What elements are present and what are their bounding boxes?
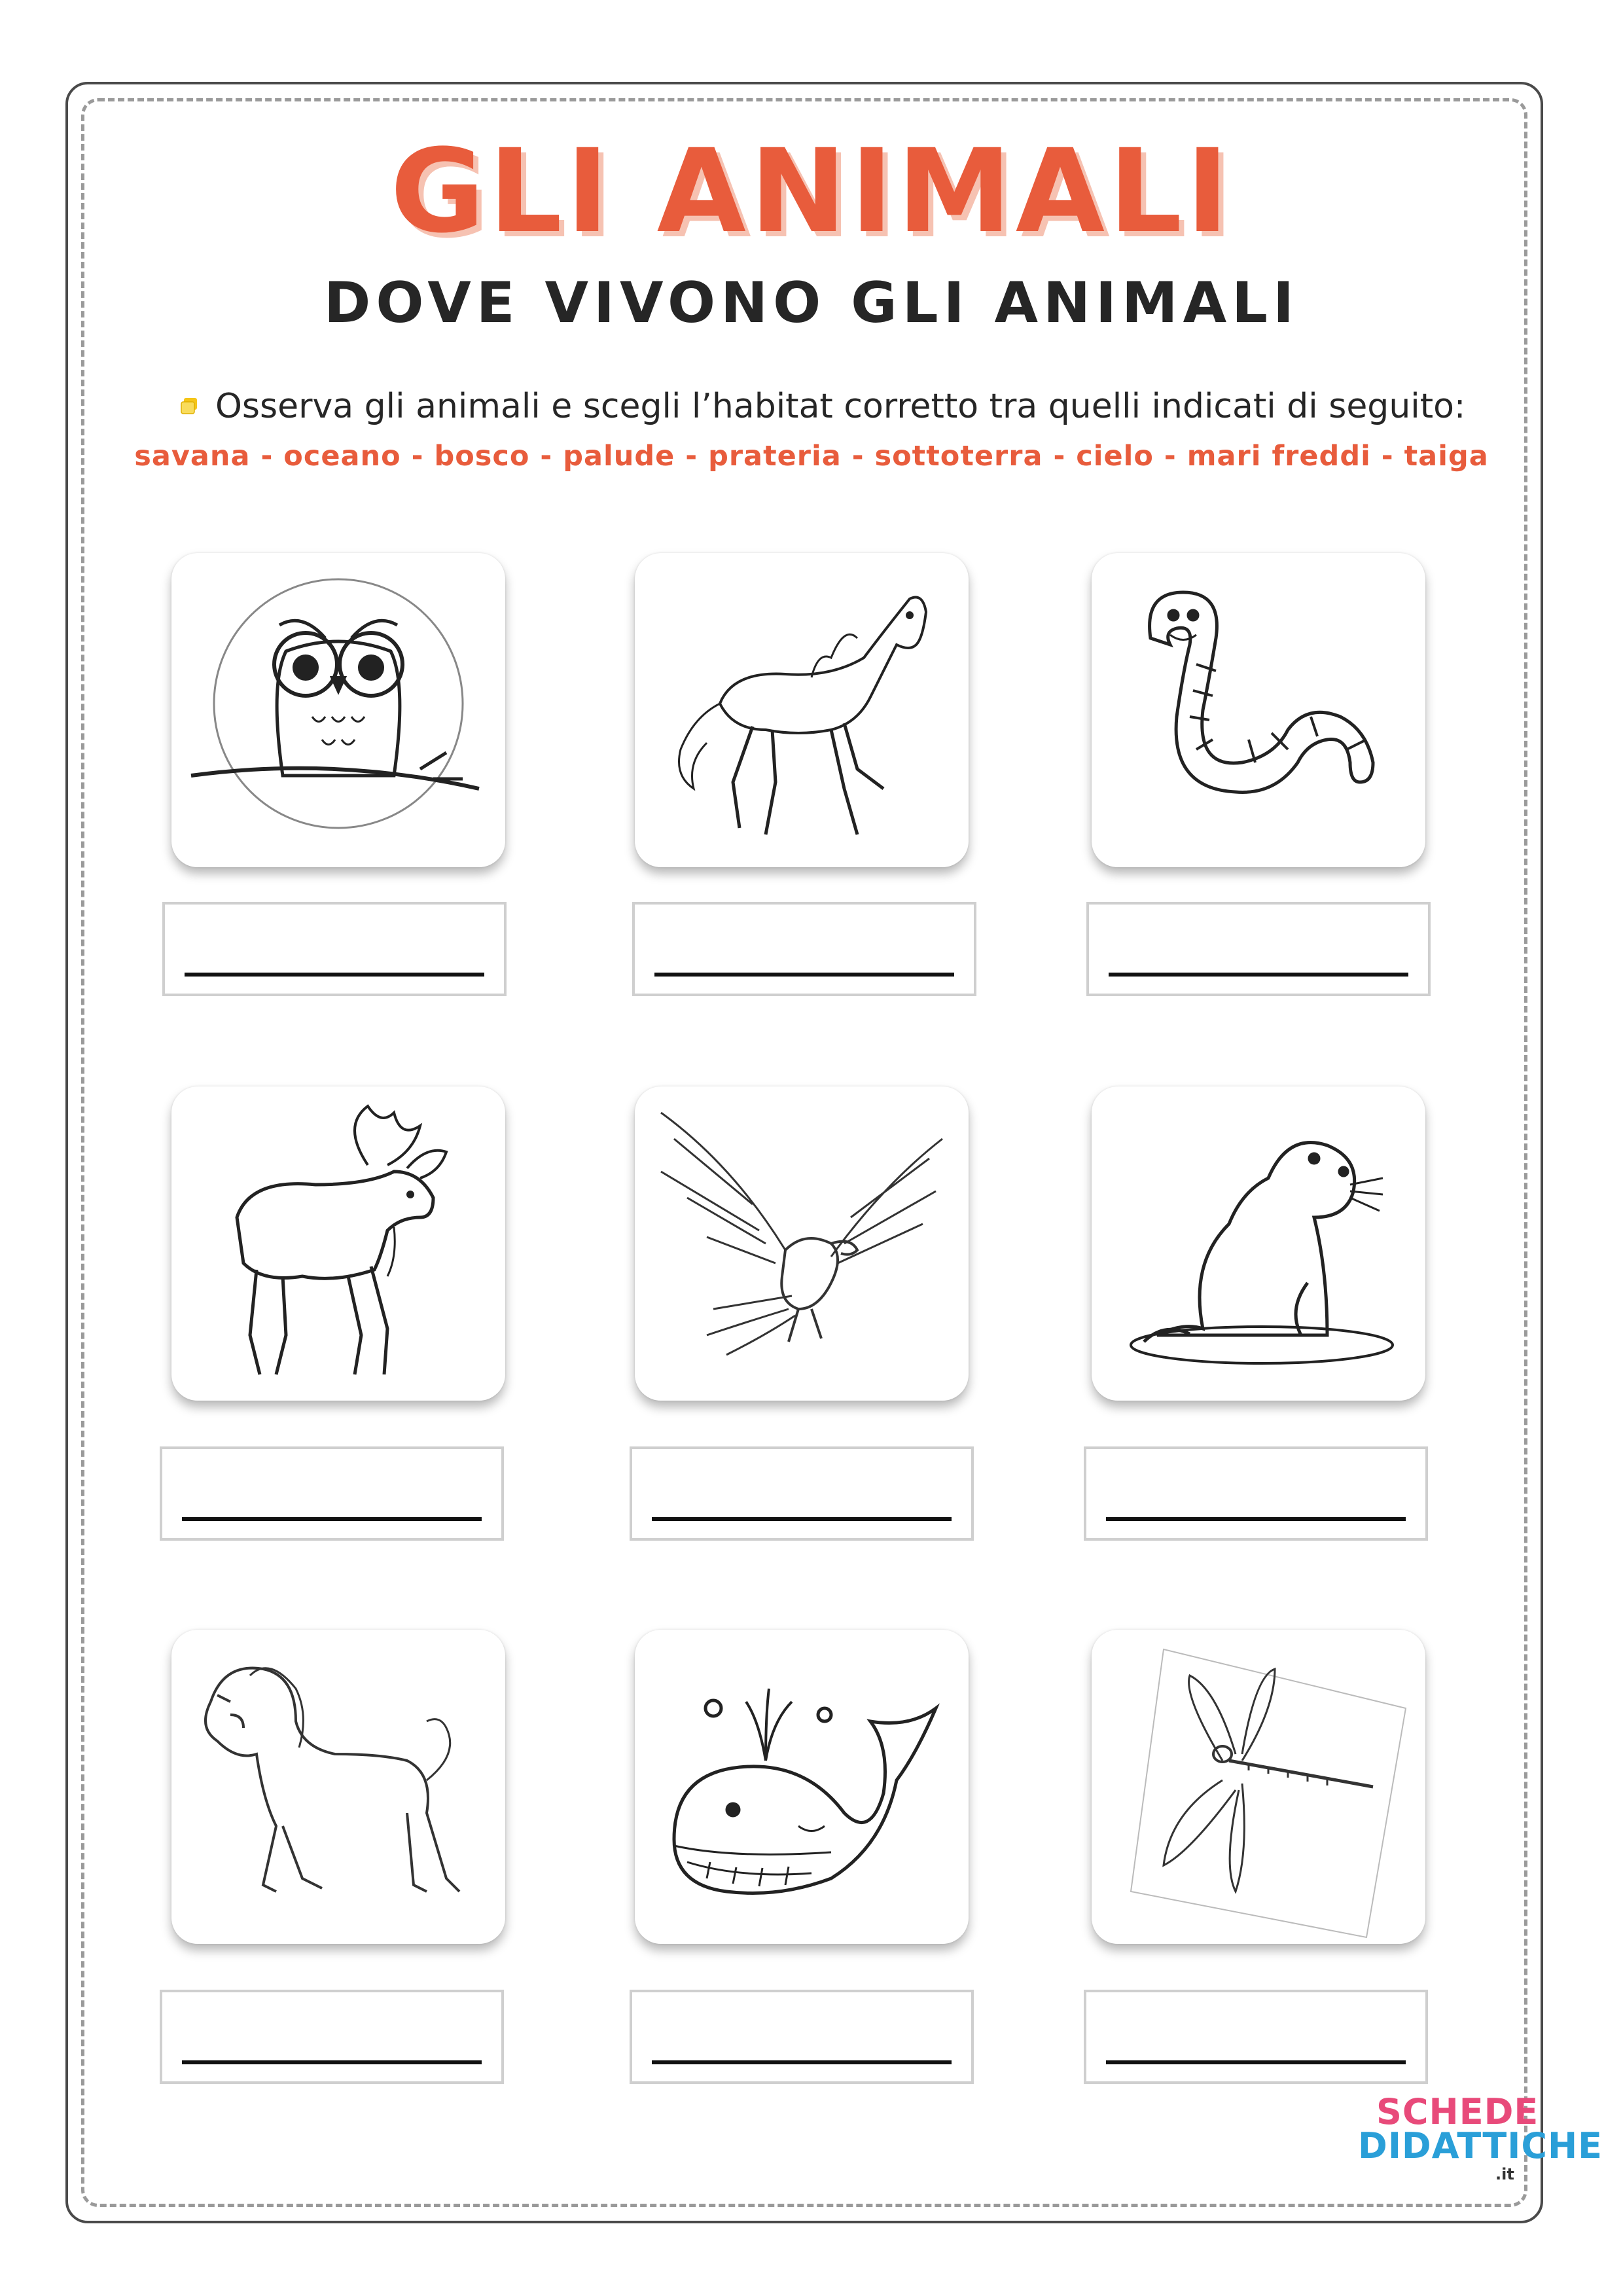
answer-box-seal[interactable] [1084, 1446, 1428, 1541]
logo [1358, 2091, 1603, 2183]
answer-line [652, 1517, 952, 1521]
animal-card-lion [171, 1630, 505, 1944]
instruction-text: Osserva gli animali e scegli l’habitat corretto tra quelli indicati di seguito: [215, 387, 1466, 426]
answer-line [1106, 1517, 1406, 1521]
page-title: GLI ANIMALI [390, 124, 1233, 259]
habitat-list: savana - oceano - bosco - palude - prateria - sottoterra - cielo - mari freddi - taiga [134, 440, 1489, 473]
answer-box-eagle[interactable] [630, 1446, 974, 1541]
page-subtitle: DOVE VIVONO GLI ANIMALI [324, 270, 1299, 336]
logo-suffix: .it [1495, 2165, 1514, 2183]
answer-line [652, 2060, 952, 2064]
bullet-icon [180, 397, 198, 415]
answer-line [182, 1517, 482, 1521]
animal-card-moose [171, 1086, 505, 1401]
answer-box-whale[interactable] [630, 1990, 974, 2084]
answer-line [185, 973, 484, 977]
logo-line1: SCHEDE [1376, 2091, 1539, 2132]
answer-line [182, 2060, 482, 2064]
moose-icon [171, 1086, 505, 1401]
answer-line [1109, 973, 1408, 977]
answer-box-moose[interactable] [160, 1446, 504, 1541]
seal-icon [1092, 1086, 1425, 1401]
horse-icon [635, 553, 969, 867]
instruction [180, 386, 1465, 427]
worm-icon [1092, 553, 1425, 867]
answer-line [654, 973, 954, 977]
answer-box-owl[interactable] [162, 902, 507, 996]
animal-card-owl [171, 553, 505, 867]
animal-card-horse [635, 553, 969, 867]
answer-box-dragonfly[interactable] [1084, 1990, 1428, 2084]
owl-icon [171, 553, 505, 867]
logo-line2: DIDATTICHE [1358, 2125, 1603, 2166]
animal-card-seal [1092, 1086, 1425, 1401]
animal-card-eagle [635, 1086, 969, 1401]
lion-icon [171, 1630, 505, 1944]
answer-box-lion[interactable] [160, 1990, 504, 2084]
whale-icon [635, 1630, 969, 1944]
animal-card-dragonfly [1092, 1630, 1425, 1944]
dragonfly-icon [1092, 1630, 1425, 1944]
animal-card-whale [635, 1630, 969, 1944]
answer-box-worm[interactable] [1086, 902, 1431, 996]
answer-line [1106, 2060, 1406, 2064]
animal-card-worm [1092, 553, 1425, 867]
eagle-icon [635, 1086, 969, 1401]
answer-box-horse[interactable] [632, 902, 976, 996]
